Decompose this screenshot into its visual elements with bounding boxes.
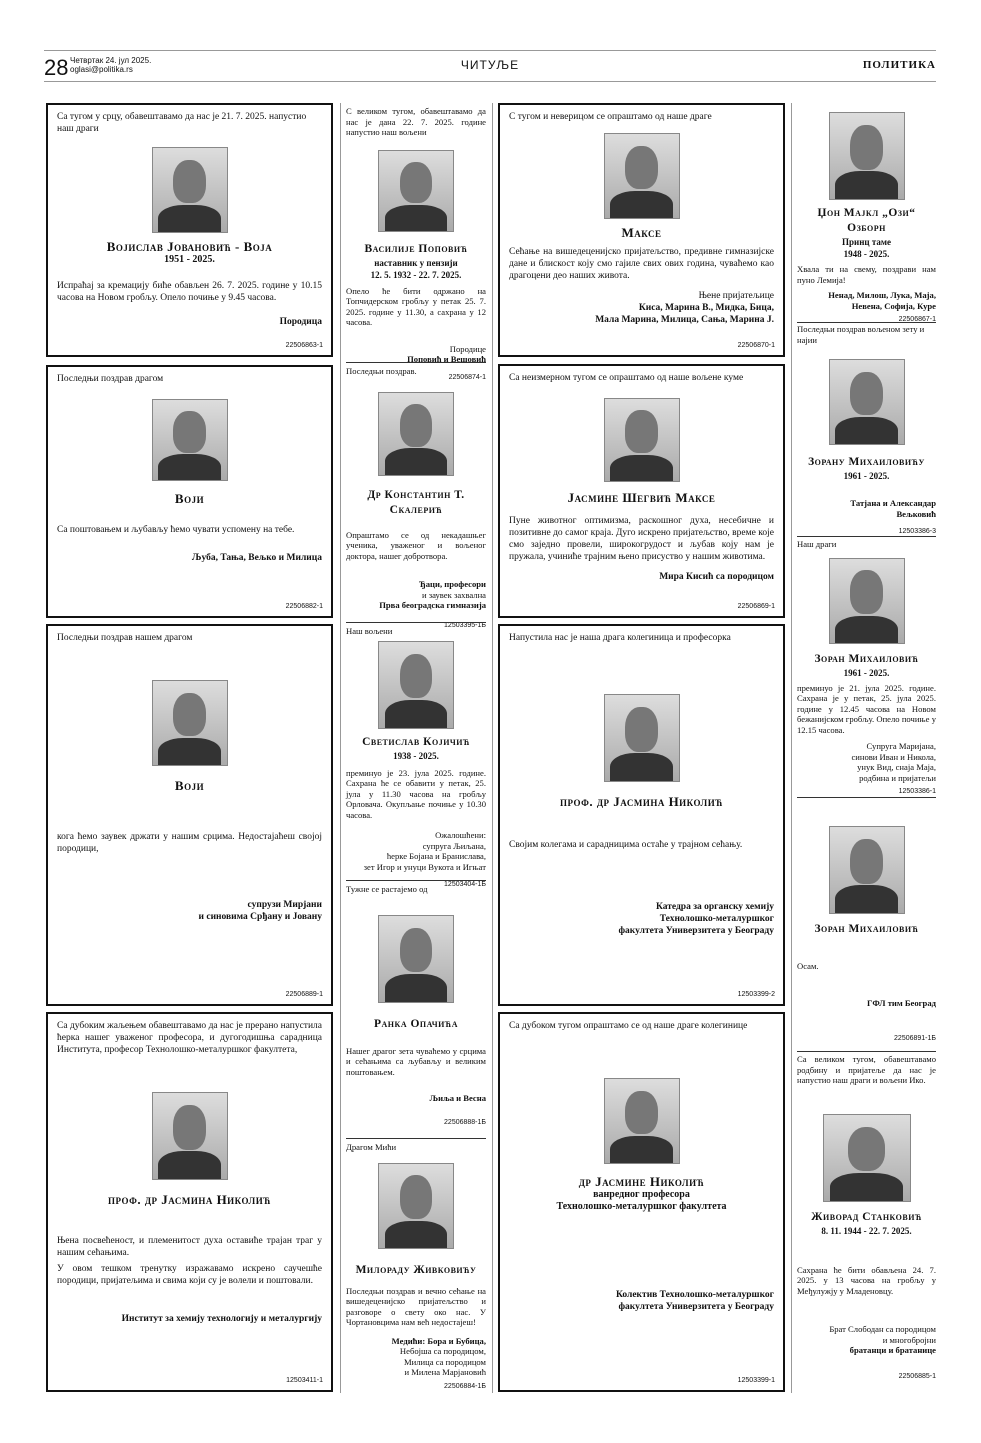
obit-text: преминуо је 21. јула 2025. године. Сахрана је у петак, 25. јула 2025. године у 12.45 часова на Новом бежанијском гробљу. Опело почиње у 12.15 часова. [797, 682, 936, 735]
obit-intro: Драгом Мићи [346, 1142, 397, 1152]
obit-intro: С великом тугом, обавештавамо да нас је дана 22. 7. 2025. године напустио наш вољени [346, 106, 486, 137]
obit-signature: Татјана и Александар [850, 498, 936, 508]
obit-signature: и заувек захвална [421, 589, 486, 600]
portrait-photo [829, 558, 905, 644]
portrait-photo [829, 112, 905, 200]
obituary [46, 624, 333, 1006]
obit-signature: и Милена Марјановић [404, 1367, 486, 1377]
obit-signature: братанци и братанице [849, 1345, 936, 1355]
ad-code: 12503404-1Б [444, 881, 486, 888]
deceased-years: 1938 - 2025. [393, 750, 439, 761]
page-number: 28 [44, 55, 69, 80]
obit-text: преминуо је 23. јула 2025. године. Сахрана ће се обавити у петак, 25. јула у 11.30 часова на гробљу Орловача. Окупљање почиње у 10.30 часова. [346, 767, 486, 820]
portrait-photo [604, 133, 680, 219]
ad-code: 22506874-1 [448, 373, 486, 381]
obit-signature: синови Иван и Никола, [851, 751, 936, 762]
issue-date: Четвртак 24. јул 2025. [70, 56, 152, 65]
portrait-photo [152, 399, 228, 481]
obit-intro: Последњи поздрав вољеном зету и најии [797, 324, 925, 345]
obit-signature: унук Вид, снаја Маја, [857, 762, 936, 772]
ad-code: 22506891-1Б [894, 1035, 936, 1042]
obit-signature: Киса, Марина В., Мидка, Бица, [638, 303, 774, 313]
deceased-name: Василије Поповић [364, 242, 468, 255]
obit-intro: Са неизмерном тугом се опраштамо од наше вољене куме [509, 373, 744, 383]
obit-intro: Последњи поздрав нашем драгом [57, 633, 193, 643]
obituary [346, 366, 486, 629]
deceased-years: 1948 - 2025. [843, 249, 890, 259]
obit-text: Последњи поздрав и вечно сећање на вишедеценијско пријатељство и разговоре о свету око нас. У Чортановцима нам већ недостајеш! [346, 1285, 486, 1327]
ad-code: 12503399-1 [737, 1377, 775, 1384]
ad-code: 12503411-1 [286, 1377, 323, 1384]
column-divider [340, 103, 341, 1393]
divider [346, 1138, 486, 1139]
deceased-years: 12. 5. 1932 - 22. 7. 2025. [370, 269, 462, 280]
obit-text: Својим колегама и сарадницима остаће у трајном сећању. [509, 840, 743, 850]
obituary [797, 539, 936, 795]
obit-text: Осам. [797, 961, 819, 971]
deceased-name: Воји [174, 778, 205, 793]
obit-signature: Колектив Технолошко-металуршког [615, 1290, 774, 1300]
divider [797, 1051, 936, 1052]
obit-intro: Са великом тугом, обавештавамо родбину и пријатеље да нас је напустио наш драги и вољени Ико. [797, 1054, 936, 1085]
obit-intro: Наш драги [797, 539, 837, 549]
newspaper-logo: ПОЛИТИКА [862, 59, 936, 71]
obituary [797, 324, 936, 534]
portrait-photo [152, 1092, 228, 1180]
obit-signature: и синовима Срђану и Јовану [198, 912, 322, 922]
deceased-name: Живорад Станковић [811, 1210, 922, 1223]
obituary [46, 1012, 333, 1392]
portrait-photo [823, 1114, 911, 1202]
obit-signature: родбина и пријатељи [859, 772, 936, 783]
obit-signature: Љиља и Весна [429, 1093, 486, 1103]
obituary [46, 365, 333, 618]
obit-signature: ГФЛ тим Београд [866, 997, 936, 1008]
deceased-name: Максе [621, 225, 662, 240]
deceased-name: Зоран Михаиловић [814, 923, 919, 935]
obit-text: Опело ће бити одржано на Топчидерском гробљу у петак 25. 7. 2025. године у 11.30, а сахрана у 12 часова. [346, 285, 486, 327]
portrait-photo [378, 641, 454, 729]
deceased-name: Воји [174, 491, 205, 506]
obituary [498, 364, 785, 618]
divider [346, 880, 486, 881]
obit-signature: Ђаци, професори [418, 579, 486, 589]
divider [797, 797, 936, 798]
deceased-years: 1961 - 2025. [843, 471, 890, 481]
obit-intro: Наш вољени [346, 626, 393, 636]
obit-text: Хвала ти на свему, поздрави нам пуно Лемија! [797, 264, 936, 285]
portrait-photo [378, 392, 454, 476]
portrait-photo [152, 147, 228, 233]
obit-signature: Институт за хемију технологију и металургију [121, 1314, 322, 1324]
obit-signature: зет Игор и унуци Вукота и Игњат [363, 861, 486, 872]
deceased-title: ванредног професора [593, 1189, 690, 1200]
deceased-name: Ранка Опачића [374, 1017, 458, 1030]
obit-signature: Прва београдска гимназија [379, 600, 486, 610]
deceased-name: Војислав Јовановић - Воја [106, 239, 273, 254]
obit-intro: Последњи поздрав драгом [57, 374, 164, 384]
ad-code: 12503386-3 [898, 528, 936, 535]
obit-intro: Тужне се растајемо од [346, 884, 428, 894]
obit-signature: Медићи: Бора и Бубица, [391, 1335, 486, 1346]
obituary [498, 624, 785, 1006]
obit-text: Њена посвећеност, и племенитост духа оставиће трајан траг у нашим сећањима. [57, 1236, 322, 1258]
ad-code: 22506867-1 [898, 316, 936, 323]
obit-signature: ћерке Бојана и Бранислава, [386, 851, 486, 861]
ad-code: 22506882-1 [285, 603, 323, 610]
obit-signature: Ожалошћени: [435, 830, 486, 840]
deceased-years: 1951 - 2025. [164, 254, 215, 265]
divider [346, 622, 486, 623]
obit-intro: С тугом и неверицом се опраштамо од наше драге [509, 112, 712, 122]
column-divider [492, 103, 493, 1393]
obit-signature: Поповић и Вешовић [407, 354, 486, 364]
obit-intro: Са дубоким жаљењем обавештавамо да нас је прерано напустила ћерка нашег уваженог професора, и дугогодишња сарадница Института, професор Технолошко-металуршког факултета, [57, 1021, 322, 1055]
ad-code: 12503386-1 [898, 788, 936, 795]
ad-code: 22506863-1 [285, 342, 323, 349]
deceased-title: Принц таме [842, 237, 891, 247]
deceased-name: Џон Мајкл „Ози“ Озборн [817, 207, 916, 234]
portrait-photo [378, 915, 454, 1003]
deceased-name: Зоран Михаиловић [814, 652, 919, 665]
obit-text: Пуне животног оптимизма, раскошног духа, несебичне и позитивне до самог краја. Дуго искрено пријатељство, време које смо заједно провели, широкогрудост и љубав коју нам је пружала, учиниће трајним њено присуство у нашим животима. [509, 516, 774, 562]
deceased-name: др Јасмине Николић [578, 1174, 705, 1189]
obit-text: Сахрана ће бити обављена 24. 7. 2025. у 13 часова на гробљу у Међулужју у Младеновцу. [797, 1264, 936, 1296]
obit-intro: Напустила нас је наша драга колегиница и професорка [509, 633, 731, 643]
obit-signature: Катедра за органску хемију [655, 902, 774, 912]
ad-code: 22506885-1 [898, 1372, 936, 1380]
obituary [46, 103, 333, 357]
obit-intro: Са тугом у срцу, обавештавамо да нас је 21. 7. 2025. напустио наш драги [57, 112, 307, 134]
deceased-years: 1961 - 2025. [843, 667, 890, 678]
portrait-photo [829, 359, 905, 445]
obituary [498, 1012, 785, 1392]
obit-signature: Мира Кисић са породицом [659, 572, 774, 582]
deceased-name: проф. др Јасмина Николић [108, 1192, 271, 1207]
deceased-name: проф. др Јасмина Николић [560, 794, 723, 809]
deceased-title: наставник у пензији [374, 257, 458, 268]
obit-text: У овом тешком тренутку изражавамо искрено саучешће породици, пријатељима и свима који су је волели и поштовали. [57, 1264, 322, 1286]
obit-text: Сећање на вишедеценијско пријатељство, предивне гимназијске дане и блискост коју смо гајиле свих ових година, чуваћемо као драгоцени део наших живота. [509, 247, 774, 281]
section-title: ЧИТУЉЕ [460, 58, 520, 72]
portrait-photo [378, 150, 454, 232]
email-link[interactable]: oglasi@politika.rs [70, 65, 133, 74]
obit-text: Опраштамо се од некадашњег ученика, уваженог и вољеног доктора, нашег добротвора. [346, 529, 486, 561]
obit-signature: супруга Љиљана, [422, 840, 486, 851]
obit-signature: Брат Слободан са породицом [829, 1324, 936, 1334]
obit-signature: Породице [449, 343, 486, 354]
deceased-title: Технолошко-металуршког факултета [556, 1201, 727, 1212]
portrait-photo [152, 680, 228, 766]
ad-code: 22506884-1Б [444, 1382, 486, 1390]
obit-text: кога ћемо заувек држати у нашим срцима. Недостајаћеш својој породици, [57, 832, 322, 854]
obituary [797, 112, 936, 323]
portrait-photo [604, 694, 680, 782]
obit-signature: супрузи Мирјани [247, 900, 322, 910]
divider [346, 362, 486, 363]
ad-code: 22506870-1 [737, 342, 775, 349]
obit-signature: Породица [279, 317, 322, 327]
obit-text: Нашег драгог зета чуваћемо у срцима и сећањима са љубављу и великим поштовањем. [346, 1045, 486, 1077]
obit-signature: Вељковић [896, 508, 936, 519]
obit-text: Са поштовањем и љубављу ћемо чувати успомену на тебе. [57, 525, 295, 535]
obit-signature: Ненад, Милош, Лука, Маја, Невена, Софија, Куре [828, 290, 936, 311]
deceased-name: Светислав Којичић [362, 735, 470, 748]
column-divider [791, 103, 792, 1393]
obit-signature: Супруга Маријана, [866, 741, 936, 751]
obit-text: Испраћај за кремацију биће обављен 26. 7. 2025. године у 10.15 часова на Новом гробљу. Опело почиње у 9.45 часова. [57, 281, 322, 303]
ad-code: 22506888-1Б [444, 1118, 486, 1126]
deceased-name: Зорану Михаиловићу [808, 456, 925, 468]
ad-code: 12503395-1Б [444, 621, 486, 629]
divider [797, 322, 936, 323]
ad-code: 22506889-1 [285, 991, 323, 998]
obituary [346, 626, 486, 888]
obit-intro: Последњи поздрав. [346, 366, 417, 376]
obit-signature: Њене пријатељице [698, 291, 774, 301]
obit-signature: и многобројни [882, 1334, 936, 1345]
portrait-photo [604, 1078, 680, 1164]
obituary [797, 1054, 936, 1392]
obit-signature: Милица са породицом [404, 1356, 486, 1367]
obituary [346, 884, 486, 1134]
portrait-photo [829, 826, 905, 914]
obituary [498, 103, 785, 357]
obit-signature: Мала Марина, Милица, Сања, Марина Ј. [595, 315, 774, 325]
page-header [44, 50, 936, 82]
deceased-years: 8. 11. 1944 - 22. 7. 2025. [821, 1225, 912, 1236]
deceased-name: Милораду Живковићу [355, 1263, 477, 1276]
divider [797, 536, 936, 537]
obit-signature: Љуба, Тања, Вељко и Милица [191, 553, 322, 563]
ad-code: 12503399-2 [737, 991, 775, 998]
obit-intro: Са дубоком тугом опраштамо се од наше драге колегинице [509, 1021, 748, 1031]
deceased-name: Др Константин Т. Скалерић [367, 488, 465, 516]
obituary [346, 1142, 486, 1392]
obit-signature: факултета Универзитета у Београду [618, 926, 774, 936]
deceased-name: Јасмине Шегвић Максе [567, 490, 716, 505]
obit-signature: Небојша са породицом, [399, 1346, 486, 1356]
portrait-photo [604, 398, 680, 482]
obit-signature: факултета Универзитета у Београду [618, 1302, 774, 1312]
ad-code: 22506869-1 [737, 603, 775, 610]
portrait-photo [378, 1163, 454, 1249]
obit-signature: Технолошко-металуршког [659, 914, 774, 924]
obituary [797, 826, 936, 1048]
